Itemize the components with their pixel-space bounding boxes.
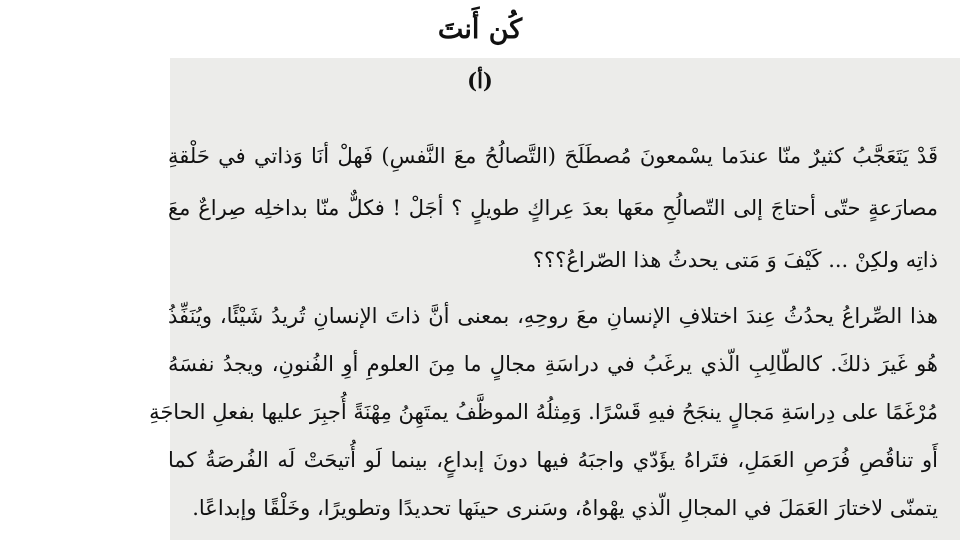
text-line: قَدْ يَتَعَجَّبُ كثيرٌ منّا عندَما يسْمعونَ مُصطَلَحَ (التَّصالُحُ معَ النَّفسِ) فَهلْ أنَا وَذاتي في حَلْقةِ [168,144,938,168]
text-line: هُو غَيرَ ذلكَ. كالطّالِبِ الّذي يرغَبُ في دراسَةِ مجالٍ ما مِنَ العلومِ أوِ الفُنونِ، ويجدُ نفسَهُ [168,352,938,376]
paragraph-1 [168,130,938,286]
text-line: يتمنّى لاختارَ العَمَلَ في المجالِ الّذي يهْواهُ، وسَنرى حينَها تحديدًا وتطويرًا، وخَلْقًا وإبداعًا. [192,496,938,520]
text-line: مُرْغَمًا على دِراسَةِ مَجالٍ ينجَحُ فيهِ قَسْرًا. وَمِثلُهُ الموظَّفُ يمتَهِنُ مِهْنَةً أُجبِرَ عليها بفعلِ الحاجَةِ [149,400,938,424]
page-title: كُن أَنتَ [437,14,523,45]
paragraph-2 [149,292,938,532]
text-line: ذاتِه ولكِنْ ... كَيْفَ وَ مَتى يحدثُ هذا الصّراعُ؟؟؟ [532,248,938,272]
section-label: (أ) [467,68,493,93]
text-line: مصارَعةٍ حتّى أحتاجَ إلى التّصالُحِ معَها بعدَ عِراكٍ طويلٍ ؟ أجَلْ ! فكلٌّ منّا بداخلِه صِراعٌ معَ [168,196,938,220]
text-line: هذا الصِّراعُ يحدُثُ عِندَ اختلافِ الإنسانِ معَ روحِهِ، بمعنى أنَّ ذاتَ الإنسانِ تُريدُ شَيْئًا، ويُنَفِّذُ [168,304,938,328]
text-line: أَو تناقُصِ فُرَصِ العَمَلِ، فتَراهُ يؤَدّي واجبَهُ فيها دونَ إبداعٍ، بينما لَو أُتيحَتْ لَه الفُرصَةُ كما [168,448,938,472]
